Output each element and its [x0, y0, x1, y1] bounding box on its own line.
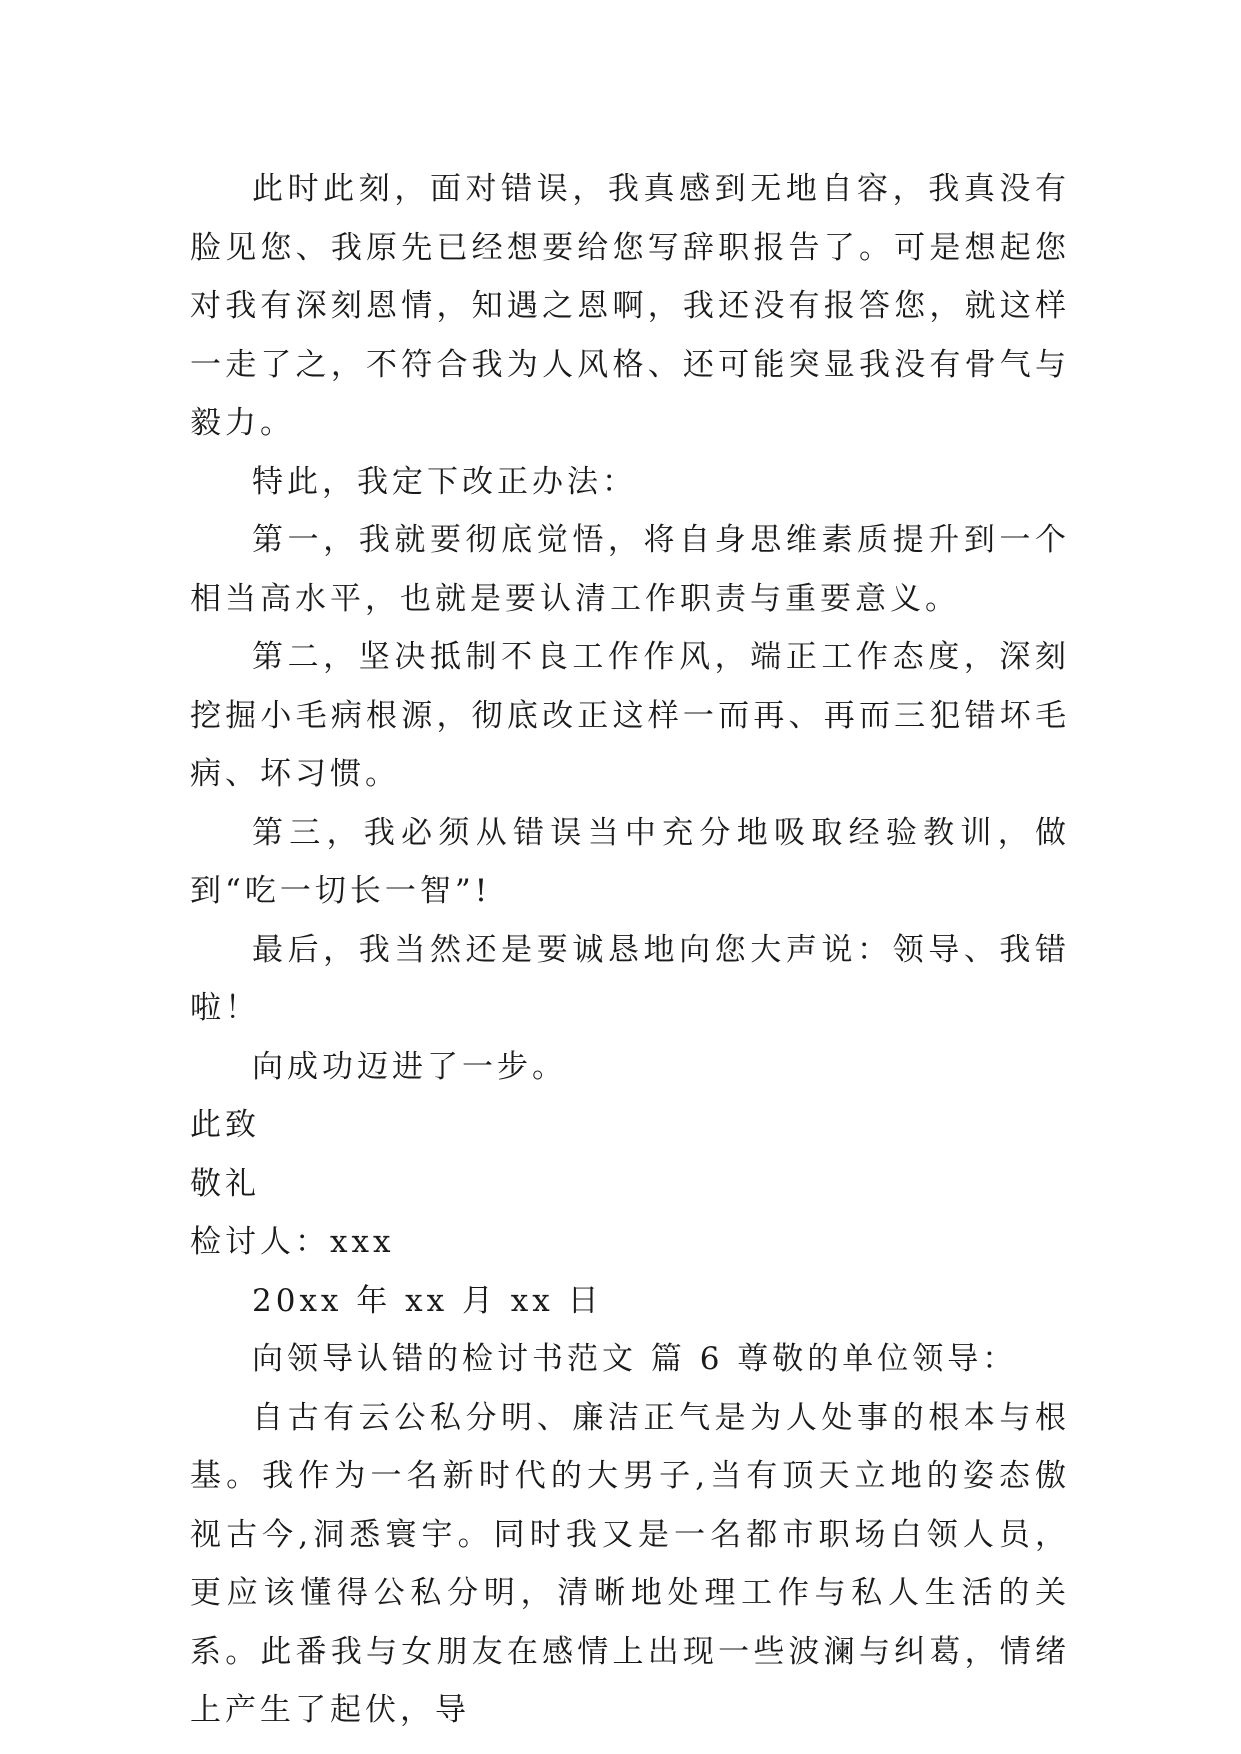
closing-regards: 敬礼 — [190, 1165, 260, 1202]
paragraph-final-apology: 最后，我当然还是要诚恳地向您大声说：领导、我错啦！ — [190, 931, 1070, 1026]
next-section-title: 向领导认错的检讨书范文 篇 6 尊敬的单位领导： — [252, 1341, 1018, 1377]
date-line: 20xx 年 xx 月 xx 日 — [252, 1282, 603, 1319]
paragraph-measure-1: 第一，我就要彻底觉悟，将自身思维素质提升到一个相当高水平，也就是要认清工作职责与重要意义。 — [190, 522, 1070, 617]
paragraph-progress: 向成功迈进了一步。 — [252, 1048, 567, 1085]
paragraph-apology: 此时此刻，面对错误，我真感到无地自容，我真没有脸见您、我原先已经想要给您写辞职报告了。可是想起您对我有深刻恩情，知遇之恩啊，我还没有报答您，就这样一走了之，不符合我为人风格、还可能突显我没有骨气与毅力。 — [190, 171, 1070, 441]
paragraph-measure-3: 第三，我必须从错误当中充分地吸取经验教训，做到“吃一切长一智”! — [190, 814, 1070, 909]
paragraph-measure-2: 第二，坚决抵制不良工作作风，端正工作态度，深刻挖掘小毛病根源，彻底改正这样一而再、再而三犯错坏毛病、坏习惯。 — [190, 639, 1070, 792]
document-body — [190, 160, 1070, 1740]
next-section-paragraph: 自古有云公私分明、廉洁正气是为人处事的根本与根基。我作为一名新时代的大男子,当有顶天立地的姿态傲视古今,洞悉寰宇。同时我又是一名都市职场白领人员，更应该懂得公私分明，清晰地处理工作与私人生活的关系。此番我与女朋友在感情上出现一些波澜与纠葛，情绪上产生了起伏，导 — [190, 1399, 1070, 1728]
paragraph-measures-intro: 特此，我定下改正办法： — [252, 463, 637, 500]
signature-line: 检讨人：xxx — [190, 1224, 395, 1260]
closing-salutation: 此致 — [190, 1107, 260, 1143]
